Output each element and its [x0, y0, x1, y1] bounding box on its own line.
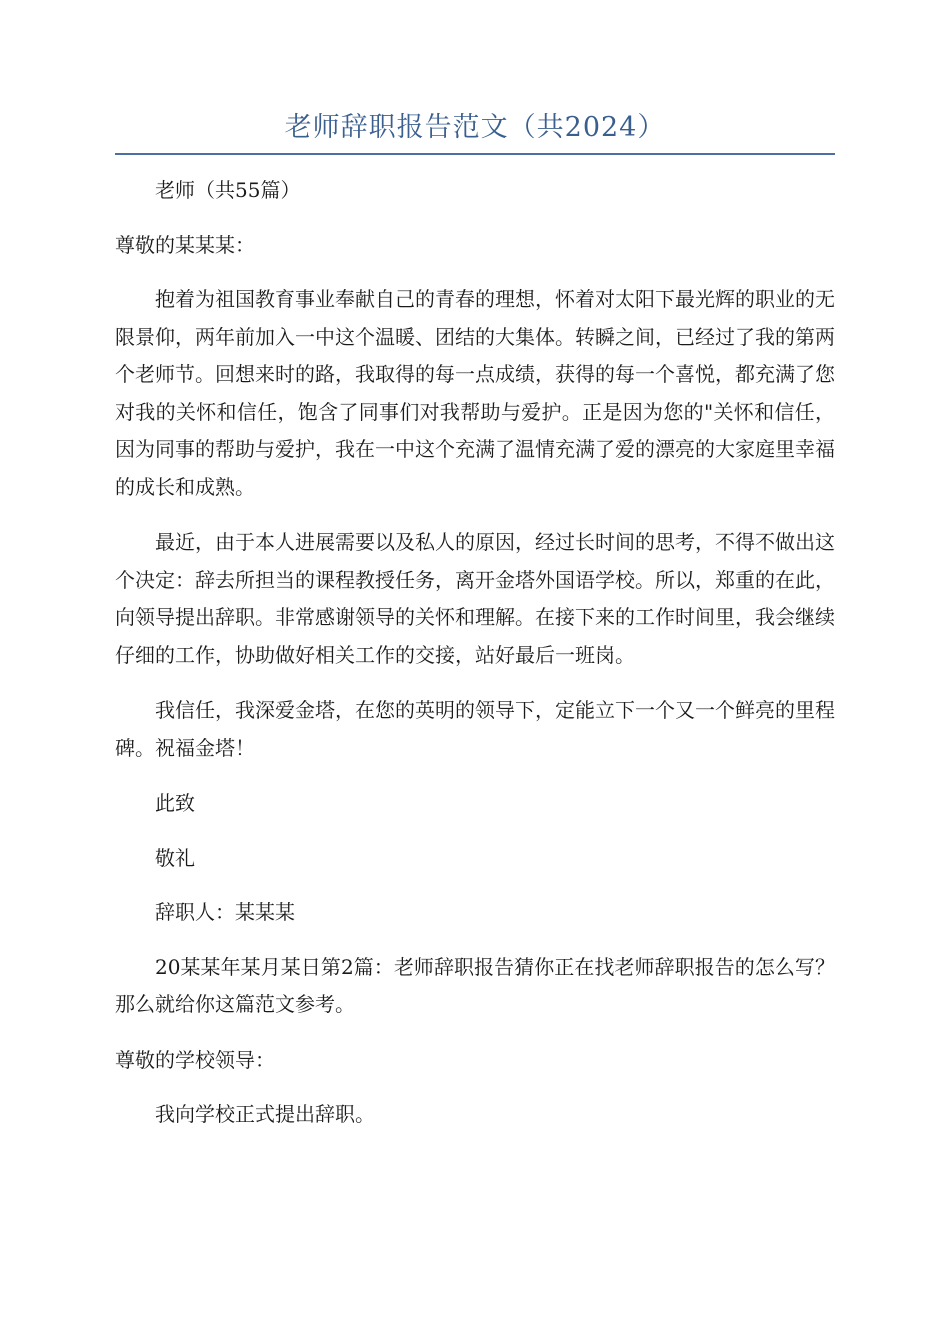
paragraph-5: 我向学校正式提出辞职。 — [155, 1102, 375, 1126]
salutation-1: 尊敬的某某某： — [115, 232, 255, 257]
closing-2: 敬礼 — [155, 845, 195, 870]
document-body — [115, 172, 835, 1152]
paragraph-2: 最近，由于本人进展需要以及私人的原因，经过长时间的思考，不得不做出这个决定：辞去所担当的课程教授任务，离开金塔外国语学校。所以，郑重的在此，向领导提出辞职。非常感谢领导的关怀和理解。在接下来的工作时间里，我会继续仔细的工作，协助做好相关工作的交接，站好最后一班岗。 — [115, 530, 835, 667]
salutation-2: 尊敬的学校领导： — [115, 1047, 275, 1072]
subtitle: 老师（共55篇） — [155, 178, 301, 202]
paragraph-3: 我信任，我深爱金塔，在您的英明的领导下，定能立下一个又一个鲜亮的里程碑。祝福金塔！ — [115, 698, 835, 760]
paragraph-1: 抱着为祖国教育事业奉献自己的青春的理想，怀着对太阳下最光辉的职业的无限景仰，两年前加入一中这个温暖、团结的大集体。转瞬之间，已经过了我的第两个老师节。回想来时的路，我取得的每一点成绩，获得的每一个喜悦，都充满了您对我的关怀和信任，饱含了同事们对我帮助与爱护。正是因为您的"关怀和信任，因为同事的帮助与爱护，我在一中这个充满了温情充满了爱的漂亮的大家庭里幸福的成长和成熟。 — [115, 287, 835, 499]
title-underline — [115, 153, 835, 155]
closing-1: 此致 — [155, 791, 195, 815]
document-title: 老师辞职报告范文（共2024） — [284, 112, 666, 143]
signature: 辞职人：某某某 — [155, 900, 295, 924]
paragraph-4: 20某某年某月某日第2篇：老师辞职报告猜你正在找老师辞职报告的怎么写？那么就给你这篇范文参考。 — [115, 954, 835, 1016]
